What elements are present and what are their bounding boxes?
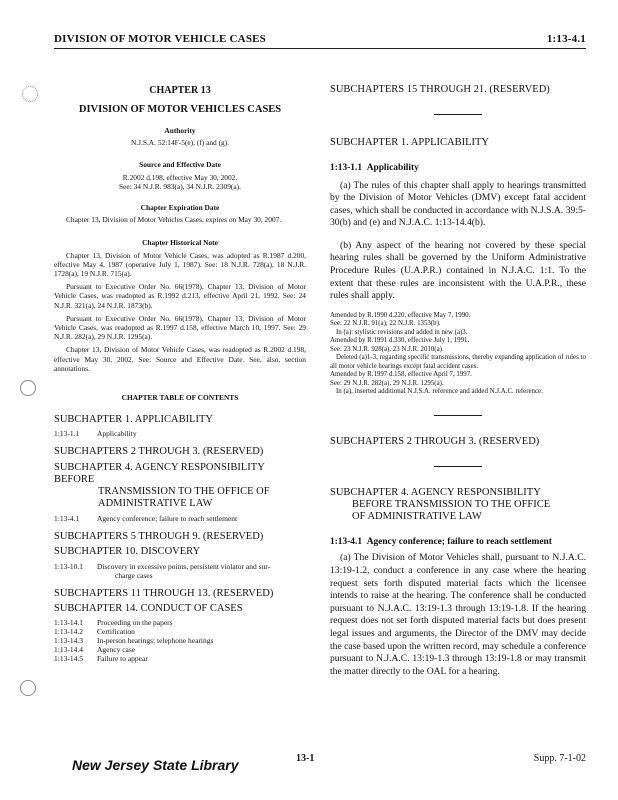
- toc-subchapter-4-line-2: TRANSMISSION TO THE OFFICE OF: [98, 486, 270, 498]
- toc-item-title: Agency conference; failure to reach settlement: [97, 514, 238, 524]
- toc-item-number: 1:13-14.4: [54, 645, 83, 655]
- toc-item: [54, 645, 306, 654]
- history-note-1: Chapter 13, Division of Motor Vehicle Cases, was adopted as R.1987 d.200, effective May 4, 1987 (operative July 1, 1987). See: 18 N.J.R. 728(a), 18 N.J.R. 1728(a), 19 N.J.R. 715(a).: [54, 250, 306, 279]
- toc-item-title: Proceeding on the papers: [97, 618, 173, 628]
- amendment-note: In (a), inserted additional N.J.S.A. reference and added N.J.A.C. reference.: [336, 388, 543, 396]
- punch-hole: [20, 380, 36, 396]
- toc-subchapter-4-line-3: ADMINISTRATIVE LAW: [98, 498, 213, 510]
- toc-item: [54, 514, 306, 523]
- toc-subchapter-14-items: [54, 618, 306, 663]
- toc-subchapter-4-line-1: SUBCHAPTER 4. AGENCY RESPONSIBILITY BEFORE: [54, 462, 265, 486]
- reserved-subchapters-2-3: SUBCHAPTERS 2 THROUGH 3. (RESERVED): [330, 435, 540, 447]
- punch-hole: [20, 680, 36, 696]
- toc-item-number: 1:13-14.5: [54, 654, 83, 664]
- amendment-note: Amended by R.1997 d.158, effective April 7, 1997.: [330, 371, 472, 379]
- amendment-note: Amended by R.1991 d.330, effective July 1, 1991.: [330, 337, 470, 345]
- amendment-note: See: 23 N.J.R. 928(a), 23 N.J.R. 2010(a).: [330, 345, 444, 353]
- toc-subchapters-2-3: SUBCHAPTERS 2 THROUGH 3. (RESERVED): [54, 446, 264, 458]
- authority-text: N.J.S.A. 52:14F-5(e), (f) and (g).: [130, 138, 230, 148]
- source-heading: Source and Effective Date: [139, 160, 221, 170]
- toc-subchapter-10: SUBCHAPTER 10. DISCOVERY: [54, 546, 201, 558]
- amendment-note: See: 29 N.J.R. 282(a), 29 N.J.R. 1295(a).: [330, 379, 444, 387]
- toc-item-title-line-2: charge cases: [115, 571, 153, 581]
- toc-item-title: Applicability: [97, 429, 137, 439]
- toc-item: [54, 562, 306, 580]
- toc-item-number: 1:13-14.2: [54, 627, 83, 637]
- subchapter-4-line-3: OF ADMINISTRATIVE LAW: [352, 510, 482, 522]
- running-header-title: DIVISION OF MOTOR VEHICLE CASES: [54, 33, 266, 45]
- toc-item: [54, 627, 306, 636]
- toc-item-number: 1:13-4.1: [54, 514, 80, 524]
- expiration-heading: Chapter Expiration Date: [140, 203, 220, 213]
- paragraph-b: (b) Any aspect of the hearing not covered by these special hearing rules shall be governed by the Uniform Administrative Procedure Rules (U.A.P.R.) contained in N.J.A.C. 1:1. To the extent that these rules are inconsistent with the U.A.P.R., these rules shall apply.: [330, 239, 586, 302]
- history-note-2: Pursuant to Executive Order No. 66(1978), Chapter 13, Division of Motor Vehicle Cases, was readopted as R.1992 d.213, effective April 21, 1992. See: 24 N.J.R. 321(a), 24 N.J.R. 1873(b).: [54, 282, 306, 310]
- toc-subchapter-14: SUBCHAPTER 14. CONDUCT OF CASES: [54, 603, 243, 615]
- chapter-number: CHAPTER 13: [149, 85, 211, 96]
- left-column: [54, 86, 306, 663]
- expiration-text: Chapter 13, Division of Motor Vehicles Cases, expires on May 30, 2007.: [66, 215, 282, 225]
- toc-item: [54, 618, 306, 627]
- toc-subchapters-11-13: SUBCHAPTERS 11 THROUGH 13. (RESERVED): [54, 588, 274, 600]
- section-divider: [434, 466, 482, 467]
- section-divider: [434, 415, 482, 416]
- section-number: 1:13-1.1: [330, 163, 363, 173]
- section-1-1-heading: [330, 163, 586, 174]
- paragraph-a: (a) The rules of this chapter shall apply to hearings transmitted by the Division of Motor Vehicles (DMV) except fatal accident cases, which shall be conducted in accordance with N.J.S.A. 39:5-30(b) and (e) and N.J.A.C. 1:13-14.4(b).: [330, 179, 586, 229]
- toc-item-number: 1:13-14.3: [54, 636, 83, 646]
- subchapter-1-heading: SUBCHAPTER 1. APPLICABILITY: [330, 137, 489, 148]
- section-number: 1:13-4.1: [330, 536, 363, 547]
- toc-item-number: 1:13-1.1: [54, 429, 80, 439]
- authority-heading: Authority: [164, 126, 196, 135]
- section-title: Agency conference; failure to reach settlement: [366, 536, 552, 547]
- amendment-note: Amended by R.1990 d.220, effective May 7, 1990.: [330, 311, 471, 319]
- right-column: [330, 84, 586, 678]
- running-header-section: 1:13-4.1: [546, 33, 586, 45]
- toc-item: [54, 654, 306, 663]
- amendment-note: See: 22 N.J.R. 91(a), 22 N.J.R. 1353(b).: [330, 320, 441, 328]
- toc-item-title: Certification: [97, 627, 135, 637]
- header-rule: [54, 48, 586, 49]
- history-note-3: Pursuant to Executive Order No. 66(1978), Chapter 13, Division of Motor Vehicle Cases, was readopted as R.1997 d.158, effective March 10, 1997. See: 29 N.J.R. 282(a), 29 N.J.R. 1295(a).: [54, 313, 306, 342]
- toc-subchapters-5-9: SUBCHAPTERS 5 THROUGH 9. (RESERVED): [54, 531, 264, 543]
- section-title: Applicability: [366, 163, 419, 173]
- source-line-2: See: 34 N.J.R. 983(a), 34 N.J.R. 2309(a).: [119, 181, 241, 191]
- subchapter-4-line-2: BEFORE TRANSMISSION TO THE OFFICE: [352, 498, 551, 510]
- toc-item-title-line-1: Discovery in excessive points, persistent violator and sur-: [97, 562, 271, 572]
- section-4-1-heading: [330, 537, 586, 548]
- toc-item-title: In-person hearings; telephone hearings: [97, 636, 214, 646]
- punch-hole: [22, 86, 38, 102]
- toc-item-title: Agency case: [97, 645, 136, 655]
- toc-item: [54, 636, 306, 645]
- page-number: 13-1: [296, 753, 315, 764]
- subchapter-4-line-1: SUBCHAPTER 4. AGENCY RESPONSIBILITY: [330, 486, 541, 498]
- amendment-note: In (a): stylistic revisions and added in new (a)3.: [336, 328, 468, 336]
- supplement-date: Supp. 7-1-02: [533, 753, 586, 764]
- toc-subchapter-4: [54, 462, 306, 510]
- toc-item: [54, 429, 306, 438]
- chapter-title: DIVISION OF MOTOR VEHICLES CASES: [78, 103, 282, 115]
- amendment-notes: [330, 312, 586, 397]
- toc-item-number: 1:13-14.1: [54, 618, 83, 628]
- history-note-4: Chapter 13, Division of Motor Vehicle Cases, was readopted as R.2002 d.198, effective May 30, 2002. See: Source and Effective Date. See, also, section annotations.: [54, 345, 306, 373]
- paragraph-4a: (a) The Division of Motor Vehicles shall, pursuant to N.J.A.C. 13:19-1.2, conduct a conference in any case where the hearing request sets forth disputed material facts which the licensee intends to raise at the hearing. The conference shall be conducted pursuant to N.J.A.C. 13:19-1.3 through 13:19-1.8. If the hearing request does not set forth disputed material facts but does present legal issues and arguments, the Director of the DMV may decide the case based upon the written record, may schedule a conference pursuant to N.J.A.C. 13:19-1.3 through 13:19-1.8 or may transmit the matter directly to the OAL for a hearing.: [330, 552, 586, 677]
- reserved-subchapters-15-21: SUBCHAPTERS 15 THROUGH 21. (RESERVED): [330, 84, 550, 95]
- subchapter-4-heading: [330, 487, 586, 523]
- amendment-note: Deleted (a)1-3, regarding specific transmissions, thereby expanding application of rules to all motor vehicle hearings except fatal accident cases.: [330, 354, 586, 370]
- toc-subchapter-1: SUBCHAPTER 1. APPLICABILITY: [54, 414, 213, 426]
- library-stamp: New Jersey State Library: [72, 757, 239, 773]
- history-heading: Chapter Historical Note: [142, 238, 218, 248]
- section-divider: [434, 114, 482, 115]
- toc-item-number: 1:13-10.1: [54, 562, 83, 572]
- toc-item-title: [97, 562, 270, 580]
- source-line-1: R.2002 d.198, effective May 30, 2002.: [122, 172, 238, 182]
- toc-item-title: Failure to appear: [97, 654, 148, 664]
- toc-heading: CHAPTER TABLE OF CONTENTS: [121, 393, 239, 403]
